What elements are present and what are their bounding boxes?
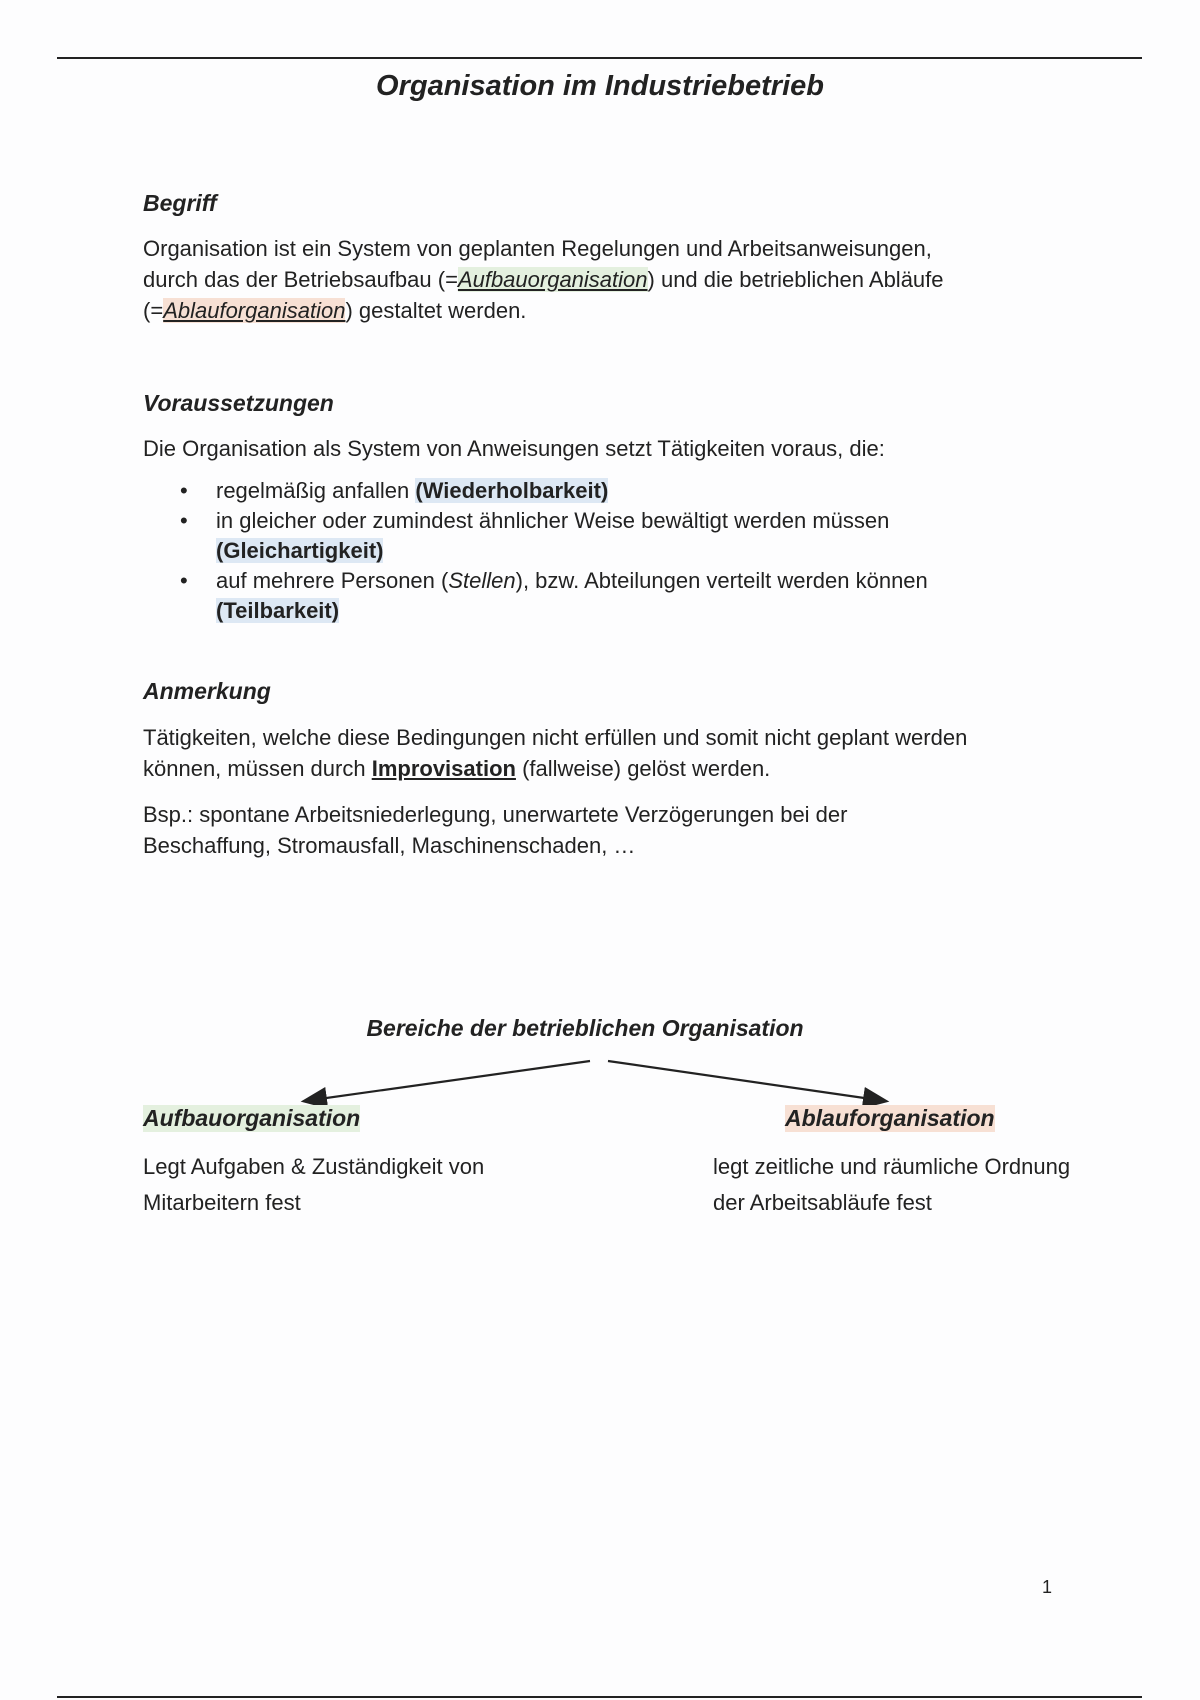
term-aufbauorganisation: Aufbauorganisation <box>457 267 648 292</box>
description-line: der Arbeitsabläufe fest <box>713 1190 932 1215</box>
text-fragment: durch das der Betriebsaufbau (= <box>143 267 458 292</box>
bullet-icon: • <box>180 568 188 593</box>
text-fragment: (fallweise) gelöst werden. <box>515 756 771 781</box>
description-line: Mitarbeitern fest <box>143 1190 301 1215</box>
list-item-text: regelmäßig anfallen <box>216 478 416 503</box>
term-ablauforganisation: Ablauforganisation <box>163 298 346 323</box>
example-line-1: Bsp.: spontane Arbeitsniederlegung, unerwartete Verzögerungen bei der <box>143 802 848 827</box>
bullet-icon: • <box>180 478 188 503</box>
list-item-text: auf mehrere Personen ( <box>216 568 449 593</box>
list-item-text: ), bzw. Abteilungen verteilt werden können <box>515 568 928 593</box>
list-item-emphasis: Stellen <box>448 568 516 593</box>
tag-gleichartigkeit: (Gleichartigkeit) <box>216 538 384 563</box>
voraussetzungen-intro: Die Organisation als System von Anweisungen setzt Tätigkeiten voraus, die: <box>143 436 885 461</box>
diagram-title: Bereiche der betrieblichen Organisation <box>366 1015 804 1041</box>
aufbauorganisation-heading: Aufbauorganisation <box>143 1105 361 1131</box>
tag-teilbarkeit: (Teilbarkeit) <box>216 598 340 623</box>
text-fragment: ) gestaltet werden. <box>345 298 527 323</box>
arrow-left <box>305 1061 590 1101</box>
text-fragment: (= <box>143 298 164 323</box>
ablauforganisation-description <box>713 1149 1133 1221</box>
description-line: Legt Aufgaben & Zuständigkeit von <box>143 1154 485 1179</box>
text-fragment: ) und die betrieblichen Abläufe <box>647 267 944 292</box>
aufbauorganisation-description <box>143 1149 563 1221</box>
bullet-icon: • <box>180 508 188 533</box>
example-line-2: Beschaffung, Stromausfall, Maschinenschaden, … <box>143 833 636 858</box>
text-fragment: können, müssen durch <box>143 756 372 781</box>
heading-voraussetzungen: Voraussetzungen <box>143 390 334 416</box>
bottom-rule <box>57 1696 1142 1698</box>
heading-begriff: Begriff <box>143 190 217 216</box>
page-number: 1 <box>1042 1577 1053 1597</box>
arrow-right <box>608 1061 885 1101</box>
anmerkung-line-1: Tätigkeiten, welche diese Bedingungen nicht erfüllen und somit nicht geplant werden <box>143 725 968 750</box>
page-title: Organisation im Industriebetrieb <box>376 70 824 102</box>
heading-anmerkung: Anmerkung <box>143 678 271 704</box>
description-line: legt zeitliche und räumliche Ordnung <box>713 1154 1071 1179</box>
ablauforganisation-heading: Ablauforganisation <box>785 1105 995 1131</box>
tag-wiederholbarkeit: (Wiederholbarkeit) <box>415 478 609 503</box>
term-improvisation: Improvisation <box>371 756 516 781</box>
list-item-text: in gleicher oder zumindest ähnlicher Weise bewältigt werden müssen <box>216 508 890 533</box>
begriff-line-1: Organisation ist ein System von geplanten Regelungen und Arbeitsanweisungen, <box>143 236 932 261</box>
